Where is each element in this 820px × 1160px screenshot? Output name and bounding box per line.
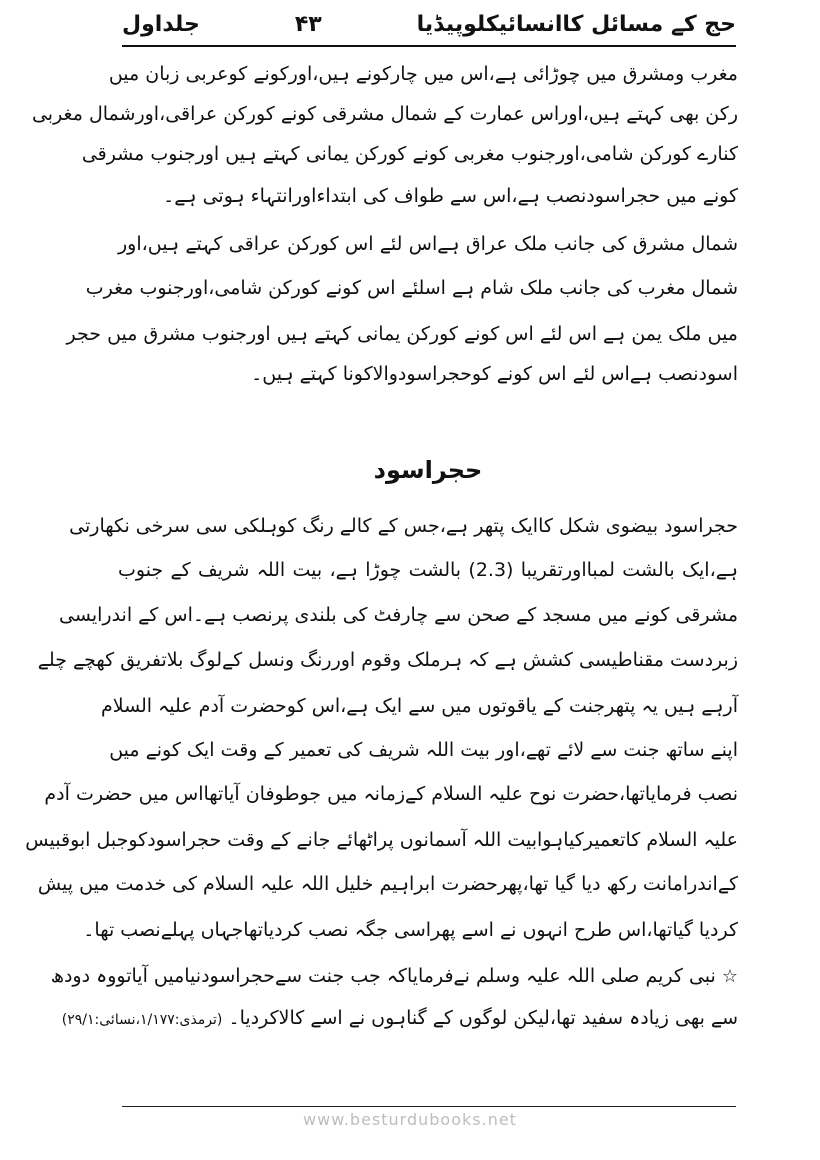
- text-line: شمال مغرب کی جانب ملک شام ہے اسلئے اس کونے کورکن شامی،اورجنوب مغرب: [85, 277, 738, 299]
- text-line: میں ملک یمن ہے اس لئے اس کونے کورکن یمانی کہتے ہیں اورجنوب مشرق میں حجر: [66, 323, 738, 345]
- text-line: علیہ السلام کاتعمیرکیاہوابیت اللہ آسمانوں پراٹھائے جانے کے وقت حجراسودکوجبل ابوقبیس: [25, 829, 738, 851]
- text-line: کےاندرامانت رکھ دیا گیا تھا،پھرحضرت ابراہیم خلیل اللہ علیہ السلام کی خدمت میں پیش: [37, 873, 738, 895]
- text-line: رکن بھی کہتے ہیں،اوراس عمارت کے شمال مشرقی کونے کورکن عراقی،اورشمال مغربی: [31, 103, 738, 125]
- text-line: کونے میں حجراسودنصب ہے،اس سے طواف کی ابتداءاورانتہاء ہوتی ہے۔: [163, 185, 738, 207]
- text-line: اپنے ساتھ جنت سے لائے تھے،اور بیت اللہ شریف کی تعمیر کے وقت ایک کونے میں: [109, 739, 738, 761]
- text-line: حجراسود بیضوی شکل کاایک پتھر ہے،جس کے کالے رنگ کوہلکی سی سرخی نکھارتی: [69, 515, 738, 537]
- volume-label: جلداول: [122, 11, 200, 37]
- text-line: مشرقی کونے میں مسجد کے صحن سے چارفٹ کی بلندی پرنصب ہے۔اس کے اندرایسی: [59, 604, 738, 626]
- hadith-text: نبی کریم صلی اللہ علیہ وسلم نےفرمایاکہ جب جنت سےحجراسودنیامیں آیاتووہ دودھ: [50, 965, 716, 987]
- text-line: شمال مشرق کی جانب ملک عراق ہےاس لئے اس کورکن عراقی کہتے ہیں،اور: [118, 233, 738, 255]
- text-line: زبردست مقناطیسی کشش ہے کہ ہرملک وقوم اوررنگ ونسل کےلوگ بلاتفریق کھچے چلے: [37, 649, 738, 671]
- text-line: کردیا گیاتھا،اس طرح انہوں نے اسے پھراسی جگہ نصب کردیاتھاجہاں پہلےنصب تھا۔: [83, 919, 738, 941]
- text-line: آرہے ہیں یہ پتھرجنت کے یاقوتوں میں سے ایک ہے،اس کوحضرت آدم علیہ السلام: [100, 695, 738, 717]
- header-rule: [122, 45, 736, 47]
- footer-rule: [122, 1106, 736, 1107]
- section-heading: حجراسود: [373, 456, 483, 484]
- text-line: ہے،ایک بالشت لمبااورتقریبا (2.3) بالشت چوڑا ہے، بیت اللہ شریف کے جنوب: [118, 559, 738, 581]
- hadith-text: سے بھی زیادہ سفید تھا،لیکن لوگوں کے گناہوں نے اسے کالاکردیا۔: [228, 1007, 738, 1029]
- text-line: کنارے کورکن شامی،اورجنوب مغربی کونے کورکن یمانی کہتے ہیں اورجنوب مشرقی: [81, 143, 738, 165]
- star-icon: ☆: [721, 966, 738, 987]
- page-header: [122, 6, 736, 42]
- hadith-reference: (ترمذی:۱/۱۷۷،نسائی:۲۹/۱): [61, 1012, 223, 1028]
- text-line: نصب فرمایاتھا،حضرت نوح علیہ السلام کےزمانہ میں جوطوفان آیاتھااس میں حضرت آدم: [44, 783, 738, 805]
- watermark: www.besturdubooks.net: [303, 1110, 517, 1129]
- book-title: حج کے مسائل کاانسائیکلوپیڈیا: [416, 11, 736, 37]
- text-line: مغرب ومشرق میں چوڑائی ہے،اس میں چارکونے ہیں،اورکونے کوعربی زبان میں: [108, 63, 738, 85]
- hadith-line: [50, 956, 738, 996]
- text-line: اسودنصب ہےاس لئے اس کونے کوحجراسودوالاکونا کہتے ہیں۔: [251, 363, 738, 385]
- hadith-line: [61, 998, 738, 1038]
- page-number: ۴۳: [294, 11, 322, 37]
